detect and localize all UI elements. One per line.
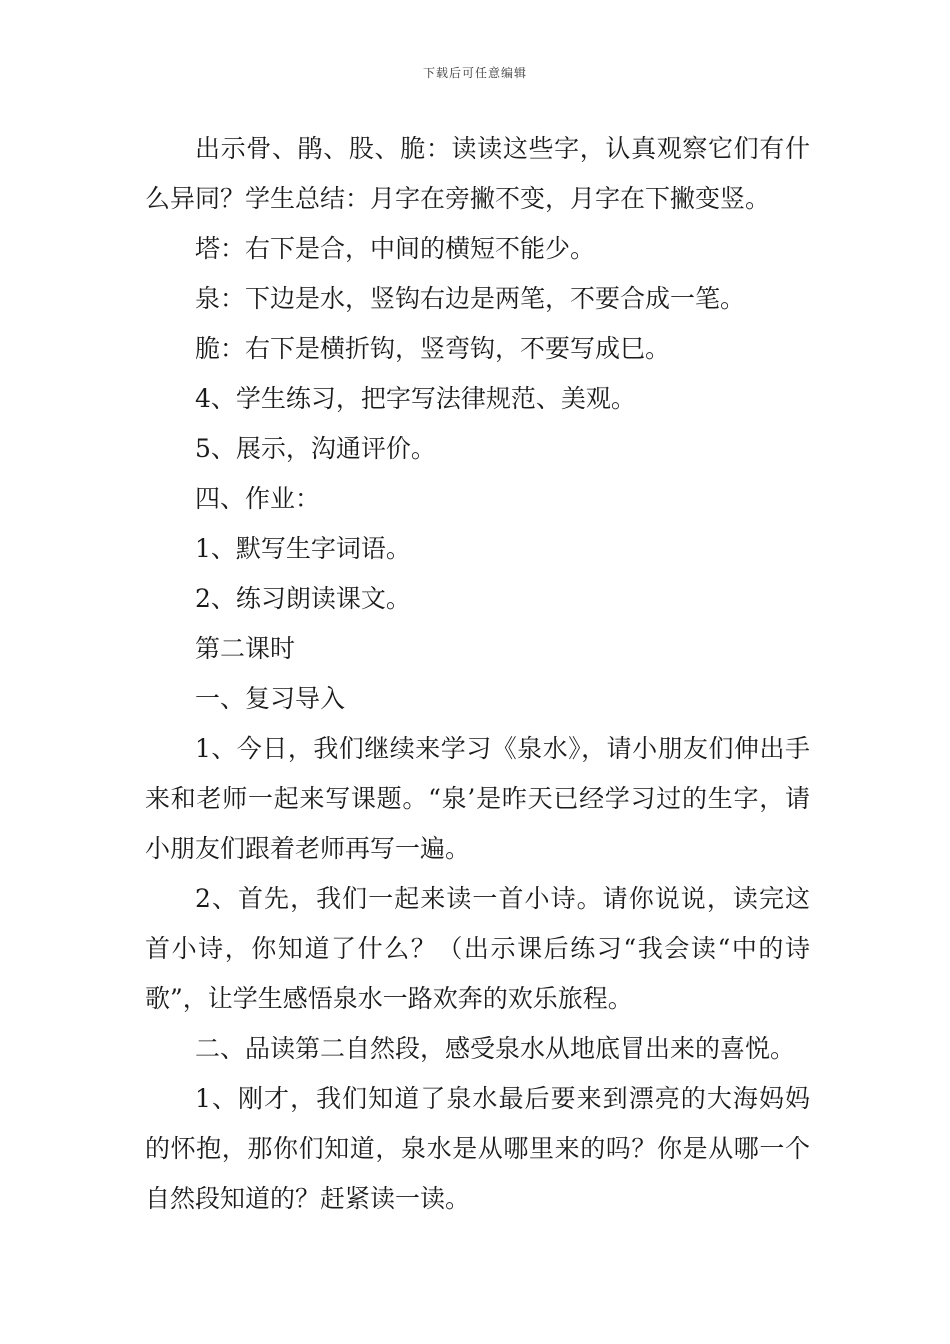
paragraph: 塔：右下是合，中间的横短不能少。 [195,234,596,263]
paragraph: 5、展示，沟通评价。 [195,434,436,463]
paragraph: 出示骨、鹃、股、脆：读读这些字，认真观察它们有什么异同？学生总结：月字在旁撇不变，月字在下撇变竖。 [145,134,810,213]
paragraph: 2、首先，我们一起来读一首小诗。请你说说，读完这首小诗，你知道了什么？（出示课后练习“我会读“中的诗歌”，让学生感悟泉水一路欢奔的欢乐旅程。 [145,884,810,1013]
section-heading: 一、复习导入 [195,684,346,713]
paragraph: 1、刚才，我们知道了泉水最后要来到漂亮的大海妈妈的怀抱，那你们知道，泉水是从哪里来的吗？你是从哪一个自然段知道的？赶紧读一读。 [145,1084,810,1213]
paragraph: 2、练习朗读课文。 [195,584,411,613]
paragraph: 4、学生练习，把字写法律规范、美观。 [195,384,636,413]
document-body [145,124,810,1224]
paragraph: 1、今日，我们继续来学习《泉水》，请小朋友们伸出手来和老师一起来写课题。“泉’是昨天已经学习过的生字，请小朋友们跟着老师再写一遍。 [145,734,810,863]
paragraph: 脆：右下是横折钩，竖弯钩，不要写成巳。 [195,334,671,363]
section-heading: 第二课时 [195,634,296,663]
header-note: 下载后可任意编辑 [422,66,527,80]
paragraph: 1、默写生字词语。 [195,534,411,563]
section-heading: 二、品读第二自然段，感受泉水从地底冒出来的喜悦。 [195,1034,796,1063]
section-heading: 四、作业： [195,484,321,513]
paragraph: 泉：下边是水，竖钩右边是两笔，不要合成一笔。 [195,284,746,313]
